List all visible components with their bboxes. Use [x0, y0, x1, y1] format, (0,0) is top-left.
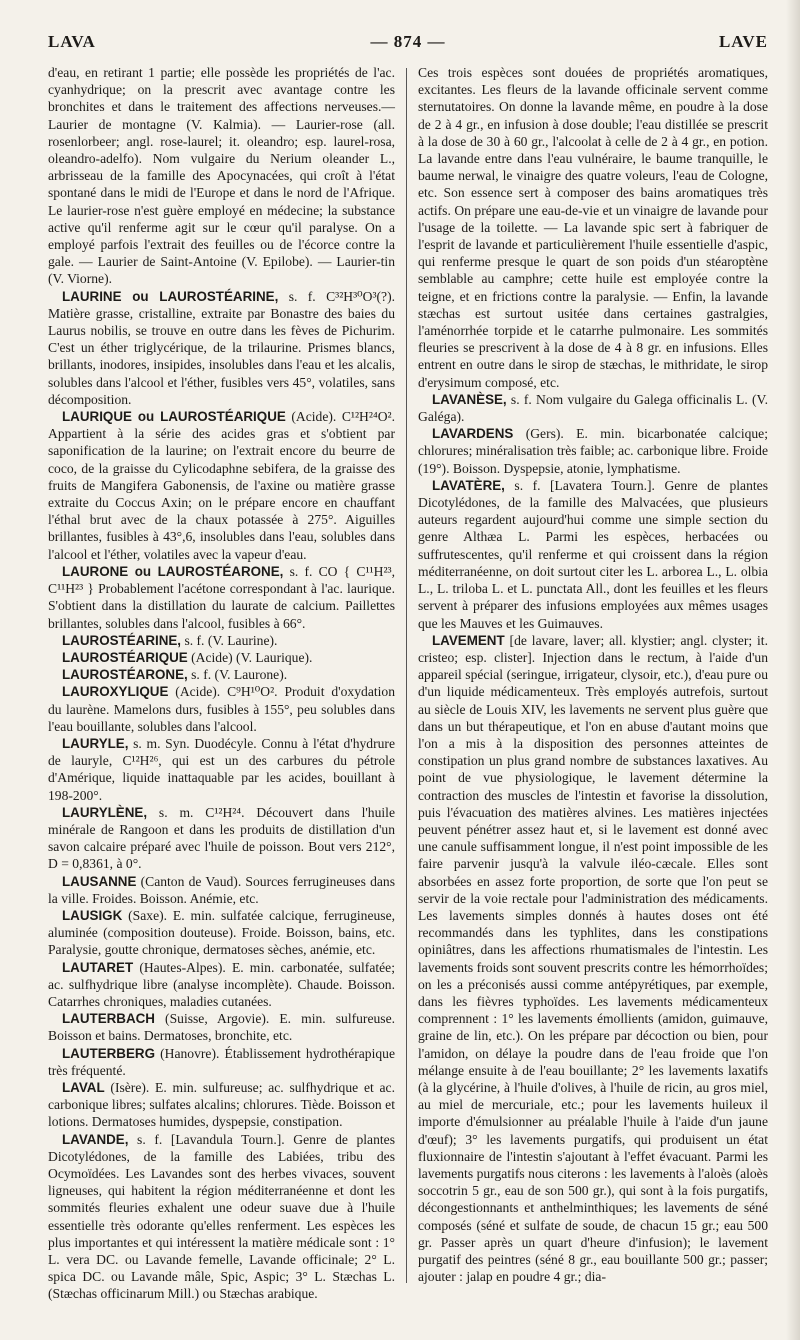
entry-text: s. f. Nom vulgaire du Galega officinalis L. (V. Galéga). — [418, 391, 768, 425]
running-header — [48, 32, 768, 58]
entry-text: (Acide) (V. Laurique). — [187, 649, 313, 665]
entry-headword: LAUTERBACH — [62, 1011, 155, 1027]
dictionary-entry — [48, 804, 395, 873]
entry-headword: LAUROSTÉARINE, — [62, 632, 182, 648]
dictionary-entry — [48, 959, 395, 1011]
page-number: — 874 — — [370, 32, 446, 51]
dictionary-entry — [48, 632, 395, 649]
dictionary-entry — [418, 64, 768, 391]
dictionary-entry — [48, 288, 395, 408]
dictionary-entry — [418, 632, 768, 1286]
dictionary-entry — [418, 391, 768, 425]
entry-text: (Isère). E. min. sulfureuse; ac. sulfhydrique et ac. carbonique libres; sulfates alcalins; chlorures. Tiède. Boisson et lotions. Dermatoses humides, dyspepsie, constipation. — [48, 1079, 395, 1130]
entry-headword: LAUROXYLIQUE — [62, 684, 169, 700]
entry-headword: LAUROSTÉARONE, — [62, 667, 188, 683]
entry-headword: LAUTARET — [62, 959, 134, 975]
dictionary-entry — [48, 907, 395, 959]
page-edge-shadow — [786, 0, 800, 1340]
entry-headword: LAUSIGK — [62, 907, 123, 923]
dictionary-entry — [48, 1079, 395, 1131]
entry-text: (Acide). C⁹H¹⁰O². Produit d'oxydation du laurène. Mamelons durs, fusibles à 155°, peu solubles dans l'eau bouillante, solubles dans l'alcool. — [48, 684, 395, 734]
dictionary-entry — [48, 1010, 395, 1044]
entry-headword: LAVARDENS — [432, 426, 514, 442]
entry-text: (Canton de Vaud). Sources ferrugineuses dans la ville. Froides. Boisson. Anémie, etc. — [48, 873, 395, 906]
header-right-word: LAVE — [718, 32, 768, 51]
dictionary-entry — [48, 64, 395, 288]
dictionary-entry — [418, 477, 768, 632]
entry-text: (Acide). C¹²H²⁴O². Appartient à la série des acides gras et s'obtient par saponification de la laurine; on l'extrait encore du beurre de coco, de la graisse du Cylicodaphne sebifera, de la graisse des fruits de Mangifera Gabonensis, de l'axine ou matière grasse extraite du Coccus Axin; on le prépare encore en chauffant l'éthal brut avec de la chaux potassée à 275°. Aiguilles brillantes, fusibles à 43°,6, insolubles dans l'eau, solubles dans l'alcool et l'éther, volatiles avec la vapeur d'eau. — [48, 409, 395, 562]
entry-headword: LAUSANNE — [62, 873, 137, 889]
dictionary-entry — [48, 683, 395, 735]
entry-text: s. m. Syn. Duodécyle. Connu à l'état d'hydrure de lauryle, C¹²H²⁶, qui est un des carbures du pétrole d'Amérique, liquide inattaquable par les acides, bouillant à 198-200°. — [48, 735, 395, 803]
entry-headword: LAVEMENT — [432, 632, 505, 648]
dictionary-entry — [48, 1131, 395, 1303]
dictionary-entry — [48, 649, 395, 666]
entry-text: s. m. C¹²H²⁴. Découvert dans l'huile minérale de Rangoon et dans les produits de distillation d'un savon calcaire préparé avec l'huile de poisson. Bout vers 212°, D = 0,8361, à 0°. — [48, 804, 395, 872]
entry-text: Ces trois espèces sont douées de propriétés aromatiques, excitantes. Les fleurs de la lavande officinale servent comme sternutatoires. On donne la lavande même, en poudre à la dose de 2 à 4 gr., en infusion à dose double; l'eau distillée se prescrit à la dose de 30 à 60 gr., l'alcoolat à celle de 2 à 4 gr., en potion. La lavande entre dans l'eau vulnéraire, le baume tranquille, le baume nerwal, le vinaigre des quatre voleurs, l'eau de Cologne, etc. Son essence sert à composer des bains aromatiques très actifs. On prépare une eau-de-vie et un vinaigre de lavande pour l'usage de la toilette. — La lavande spic sert à fabriquer de l'esprit de lavande et particulièrement l'huile essentielle d'aspic, qui renferme presque le quart de son poids d'un stéaroptène semblable au camphre; cette huile est employée contre la teigne, et en frictions contre la paralysie. — Enfin, la lavande stæchas est surtout usitée dans certaines gastralgies, l'aménorrhée torpide et le catarrhe pulmonaire. Les sommités fleuries se prescrivent à la dose de 4 à 8 gr. en infusions. Elles entrent en outre dans le sirop de stæchas, le mithridate, le sirop d'erysimum composé, etc. — [418, 65, 768, 390]
column-divider — [406, 68, 407, 1283]
entry-headword: LAVANDE, — [62, 1131, 129, 1147]
entry-text: (Hautes-Alpes). E. min. carbonatée, sulfatée; ac. sulfhydrique libre (analyse incomplète). Chaude. Boisson. Catarrhes chroniques, maladies cutanées. — [48, 959, 395, 1009]
dictionary-entry — [48, 1045, 395, 1079]
dictionary-entry — [48, 873, 395, 907]
header-left-word: LAVA — [48, 32, 96, 51]
entry-headword: LAURYLE, — [62, 735, 129, 751]
dictionary-entry — [48, 563, 395, 632]
dictionary-entry — [48, 408, 395, 563]
dictionary-entry — [48, 735, 395, 804]
entry-text: (Saxe). E. min. sulfatée calcique, ferrugineuse, aluminée (composition douteuse). Froide. Boisson, bains, etc. Paralysie, goutte chronique, dermatoses sèches, anémie, etc. — [48, 907, 395, 958]
entry-text: s. f. CO { C¹¹H²³, C¹¹H²³ } Probablement l'acétone correspondant à l'ac. laurique. S'obtient dans la distillation du laurate de calcium. Paillettes brillantes, solubles dans l'alcool, fusibles à 66°. — [48, 563, 395, 631]
entry-text: [de lavare, laver; all. klystier; angl. clyster; it. cristeo; esp. clister]. Injection dans le rectum, à l'aide d'un appareil spécial (seringue, irrigateur, clysoir, etc.), d'eau pure ou d'un liquide médicamenteux. Très employés autrefois, surtout au siècle de Louis XIV, les lavements ne servent plus guère que dans un but thérapeutique, et l'on en abuse d'autant moins que l'on a mis à la disposition des personnes atteintes de constipation un plus grand nombre de substances laxatives. Au point de vue physiologique, le lavement détermine la contraction des muscles de l'intestin et favorise la dissolution, puis l'évacuation des matières alvines. Les matières injectées peuvent pénétrer assez haut et, si le lavement est donné avec une canule suffisamment longue, il n'est point impossible de les faire parvenir jusqu'à la valvule iléo-cæcale. Elles sont absorbées en assez forte proportion, de sorte que l'on peut se servir de la voie rectale pour l'administration des médicaments. Les lavements simples donnés à hautes doses ont été recommandés dans les typhlites, dans les constipations opiniâtres, dans les affections rhumatismales de l'intestin. Les lavements froids sont souvent prescrits contre les hémorrhoïdes; on les a préconisés aussi comme antépyrétiques, par exemple, dans les fièvres typhoïdes. Les lavements médicamenteux comprennent : 1° les lavements émollients (amidon, guimauve, graine de lin, etc.). On les prépare par décoction ou bien, pour l'amidon, on délaye la poudre dans de l'eau froide que l'on mélange ensuite à de l'eau bouillante; 2° les lavements laxatifs (à la glycérine, à l'huile d'olives, à l'huile de ricin, au gros miel, au miel de mercuriale, etc.; pour les lavements huileux il importe d'émulsionner au préalable l'huile à l'aide d'un jaune d'œuf); 3° les lavements purgatifs, qui produisent un état fluxionnaire de l'intestin s'ajoutant à l'effet évacuant. Parmi les lavements purgatifs nous citerons : les lavements à l'aloès (aloès soccotrin 5 gr., eau de son 500 gr.), qui sont à la fois purgatifs, décongestionnants et anthelminthiques; les lavements de séné composés (séné et sulfate de soude, de chacun 15 gr.; eau 500 gr. Passer après un quart d'heure d'infusion); le lavement purgatif des peintres (séné 8 gr., eau bouillante 500 gr.; passer; ajouter : jalap en poudre 4 gr.; dia- — [418, 632, 768, 1285]
entry-text: s. f. [Lavatera Tourn.]. Genre de plantes Dicotylédones, de la famille des Malvacées, que plusieurs auteurs regardent aujourd'hui comme une simple section du genre Althæa L. Parmi les espèces, herbacées ou suffrutescentes, qu'il renferme et qui croissent dans la région méditerranéenne, on doit surtout citer les L. arborea L., L. olbia L., L. triloba L. et L. punctata All., dont les feuilles et les fleurs servent à préparer des infusions employées aux mêmes usages que les Mauves et les Guimauves. — [418, 477, 768, 631]
entry-text: s. f. (V. Laurone). — [187, 667, 288, 683]
left-column — [48, 64, 396, 1302]
entry-headword: LAURONE ou LAUROSTÉARONE, — [62, 563, 284, 579]
entry-headword: LAVAL — [62, 1079, 105, 1095]
entry-headword: LAURIQUE ou LAUROSTÉARIQUE — [62, 409, 286, 425]
entry-text: (Suisse, Argovie). E. min. sulfureuse. Boisson et bains. Dermatoses, bronchite, etc. — [48, 1011, 395, 1044]
entry-headword: LAUROSTÉARIQUE — [62, 649, 188, 665]
entry-text: (Gers). E. min. bicarbonatée calcique; chlorures; minéralisation très faible; ac. carbonique libre. Froide (19°). Boisson. Dyspepsie, atonie, lymphatisme. — [418, 426, 768, 476]
entry-headword: LAVANÈSE, — [432, 391, 507, 407]
entry-headword: LAURINE ou LAUROSTÉARINE, — [62, 288, 279, 304]
entry-text: s. f. C³²H³⁰O³(?). Matière grasse, cristalline, extraite par Bonastre des baies du Laurus nobilis, se trouve en outre dans les fèves de Pichurim. C'est un éther triglycérique, de la trilaurine. Prismes blancs, brillants, inodores, insipides, insolubles dans l'eau et les alcalis, solubles dans l'alcool et l'éther, fusibles vers 45°, volatiles, sans décomposition. — [48, 288, 396, 407]
entry-text: d'eau, en retirant 1 partie; elle possède les propriétés de l'ac. cyanhydrique; on la prescrit avec avantage contre les bronchites et dans le traitement des affections nerveuses.— Laurier de montagne (V. Kalmia). — Laurier-rose (all. rosenlorbeer; angl. rose-laurel; it. oleandro; esp. laurel-rosa, oleandro-adelfo). Nom vulgaire du Nerium oleander L., arbrisseau de la famille des Apocynacées, qui croît à l'état spontané dans le midi de l'Europe et dans le nord de l'Afrique. Le laurier-rose n'est guère employé en médecine; la substance active qu'il renferme agit sur le cœur qu'il paralyse. On a employé parfois l'extrait des feuilles ou de l'écorce contre la gale. — Laurier de Saint-Antoine (V. Epilobe). — Laurier-tin (V. Viorne). — [48, 65, 395, 287]
entry-headword: LAURYLÈNE, — [62, 804, 148, 820]
entry-headword: LAVATÈRE, — [432, 477, 505, 493]
dictionary-entry — [48, 666, 395, 683]
entry-text: s. f. (V. Laurine). — [181, 632, 278, 648]
entry-text: s. f. [Lavandula Tourn.]. Genre de plantes Dicotylédones, de la famille des Labiées, tribu des Ocymoïdées. Les Lavandes sont des herbes vivaces, souvent ligneuses, qui habitent la région méditerranéenne et dont les sommités fleuries exhalent une odeur suave due à l'huile essentielle très odorante qu'elles renferment. Les espèces les plus importantes et qui intéressent la matière médicale sont : 1° L. vera DC. ou Lavande femelle, Lavande officinale; 2° L. spica DC. ou Lavande mâle, Spic, Aspic; 3° L. Stæchas L. (Stæchas officinarum Mill.) ou Stæchas arabique. — [48, 1131, 395, 1302]
entry-headword: LAUTERBERG — [62, 1045, 155, 1061]
dictionary-entry — [418, 425, 768, 477]
right-column — [418, 64, 768, 1284]
entry-text: (Hanovre). Établissement hydrothérapique très fréquenté. — [48, 1045, 395, 1078]
